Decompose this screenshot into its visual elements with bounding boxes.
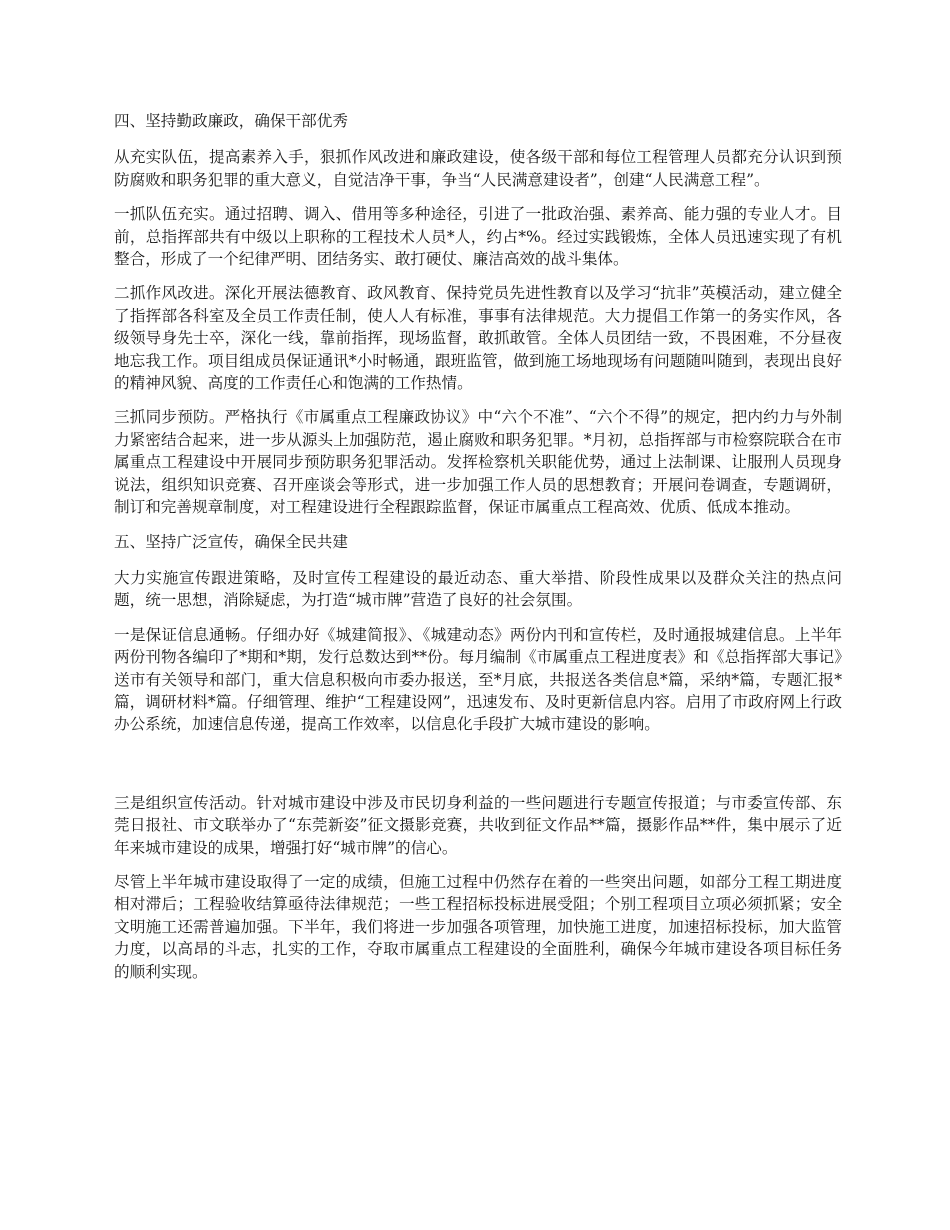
- paragraph-intro-4: 从充实队伍，提高素养入手，狠抓作风改进和廉政建设，使各级干部和每位工程管理人员都充分认识到预防腐败和职务犯罪的重大意义，自觉洁净干事，争当“人民满意建设者”，创建“人民满意工程”。: [114, 148, 842, 189]
- paragraph-information: 一是保证信息通畅。仔细办好《城建简报》、《城建动态》两份内刊和宣传栏，及时通报城建信息。上半年两份刊物各编印了*期和*期，发行总数达到**份。每月编制《市属重点工程进度表》和《总指挥部大事记》送市有关领导和部门，重大信息积极向市委办报送，至*月底，共报送各类信息*篇，采纳*篇，专题汇报*篇，调研材料*篇。仔细管理、维护“工程建设网”，迅速发布、及时更新信息内容。启用了市政府网上行政办公系统，加速信息传递，提高工作效率，以信息化手段扩大城市建设的影响。: [114, 625, 842, 734]
- blank-gap: [114, 748, 842, 792]
- section-heading-4: 四、坚持勤政廉政，确保干部优秀: [114, 112, 348, 130]
- paragraph-team: 一抓队伍充实。通过招聘、调入、借用等多种途径，引进了一批政治强、素养高、能力强的专业人才。目前，总指挥部共有中级以上职称的工程技术人员*人，约占*%。经过实践锻炼，全体人员迅速实现了有机整合，形成了一个纪律严明、团结务实、敢打硬仗、廉洁高效的战斗集体。: [114, 205, 842, 269]
- paragraph-conclusion: 尽管上半年城市建设取得了一定的成绩，但施工过程中仍然存在着的一些突出问题，如部分工程工期进度相对滞后；工程验收结算亟待法律规范；一些工程招标投标进展受阻；个别工程项目立项必须抓紧；安全文明施工还需普遍加强。下半年，我们将进一步加强各项管理，加快施工进度，加速招标投标，加大监管力度，以高昂的斗志，扎实的工作，夺取市属重点工程建设的全面胜利，确保今年城市建设各项目标任务的顺利实现。: [114, 872, 842, 981]
- paragraph-prevention: 三抓同步预防。严格执行《市属重点工程廉政协议》中“六个不准”、“六个不得”的规定，把内约力与外制力紧密结合起来，进一步从源头上加强防范，遏止腐败和职务犯罪。*月初，总指挥部与市检察院联合在市属重点工程建设中开展同步预防职务犯罪活动。发挥检察机关职能优势，通过上法制课、让服刑人员现身说法，组织知识竞赛、召开座谈会等形式，进一步加强工作人员的思想教育；开展问卷调查，专题调研，制订和完善规章制度，对工程建设进行全程跟踪监督，保证市属重点工程高效、优质、低成本推动。: [114, 408, 842, 517]
- document-body: [114, 110, 842, 995]
- paragraph-style: 二抓作风改进。深化开展法德教育、政风教育、保持党员先进性教育以及学习“抗非”英模活动，建立健全了指挥部各科室及全员工作责任制，使人人有标准，事事有法律规范。大力提倡工作第一的务实作风，各级领导身先士卒，深化一线，靠前指挥，现场监督，敢抓敢管。全体人员团结一致，不畏困难，不分昼夜地忘我工作。项目组成员保证通讯*小时畅通，跟班监管，做到施工场地现场有问题随叫随到，表现出良好的精神风貌、高度的工作责任心和饱满的工作热情。: [114, 284, 842, 393]
- paragraph-intro-5: 大力实施宣传跟进策略，及时宣传工程建设的最近动态、重大举措、阶段性成果以及群众关注的热点问题，统一思想，消除疑虑，为打造“城市牌”营造了良好的社会氛围。: [114, 568, 842, 610]
- paragraph-activities: 三是组织宣传活动。针对城市建设中涉及市民切身利益的一些问题进行专题宣传报道；与市委宣传部、东莞日报社、市文联举办了“东莞新姿”征文摄影竞赛，共收到征文作品**篇，摄影作品**件，集中展示了近年来城市建设的成果，增强打好“城市牌”的信心。: [114, 793, 842, 857]
- section-heading-5: 五、坚持广泛宣传，确保全民共建: [114, 532, 348, 551]
